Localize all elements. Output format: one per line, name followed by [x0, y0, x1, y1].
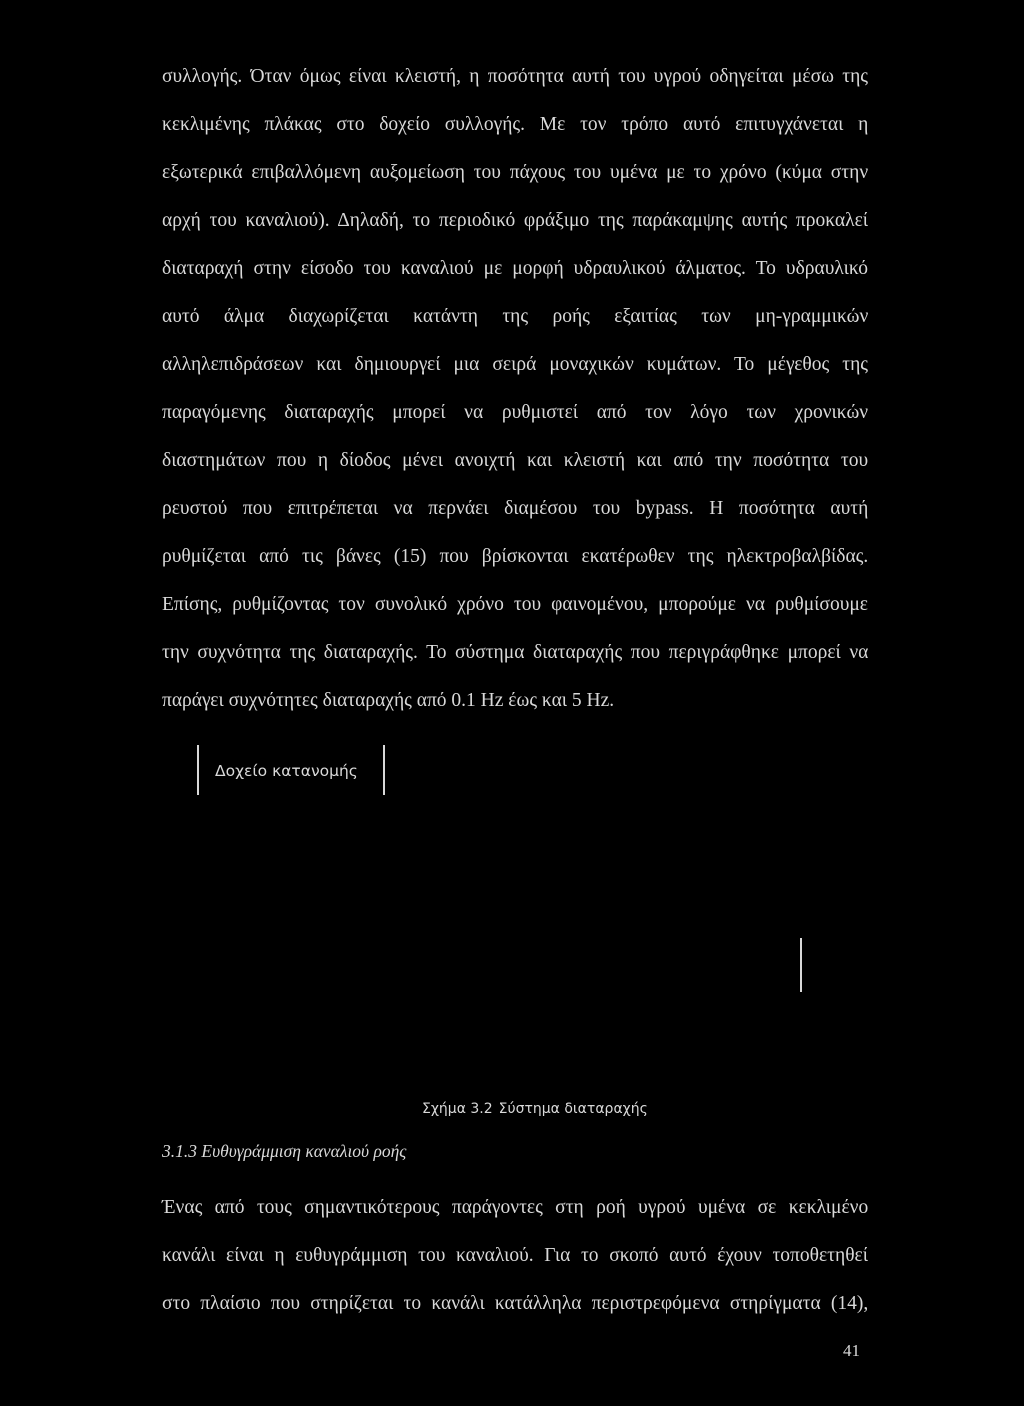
text-line: Επίσης, ρυθμίζοντας τον συνολικό χρόνο του φαινομένου, μπορούμε να ρυθμίσουμε	[162, 594, 868, 615]
text-line: ρευστού που επιτρέπεται να περνάει διαμέσου του bypass. Η ποσότητα αυτή	[162, 498, 869, 519]
figure-caption-text: Σύστημα διαταραχής	[498, 1101, 648, 1117]
text-line: στο πλαίσιο που στηρίζεται το κανάλι κατάλληλα περιστρεφόμενα στηρίγματα (14),	[162, 1293, 869, 1314]
diagram-line	[197, 745, 199, 795]
text-line: την συχνότητα της διαταραχής. Το σύστημα διαταραχής που περιγράφθηκε μπορεί να	[162, 642, 869, 663]
text-line: διαστημάτων που η δίοδος μένει ανοιχτή και κλειστή και από την ποσότητα του	[162, 450, 869, 471]
text-line: κανάλι είναι η ευθυγράμμιση του καναλιού. Για το σκοπό αυτό έχουν τοποθετηθεί	[162, 1245, 868, 1266]
text-line: ρυθμίζεται από τις βάνες (15) που βρίσκονται εκατέρωθεν της ηλεκτροβαλβίδας.	[162, 546, 869, 567]
text-line: αλληλεπιδράσεων και δημιουργεί μια σειρά μοναχικών κυμάτων. Το μέγεθος της	[162, 354, 868, 375]
text-line: αρχή του καναλιού). Δηλαδή, το περιοδικό φράξιμο της παράκαμψης αυτής προκαλεί	[162, 210, 868, 231]
text-line: Ένας από τους σημαντικότερους παράγοντες στη ροή υγρού υμένα σε κεκλιμένο	[162, 1197, 869, 1218]
text-line: διαταραχή στην είσοδο του καναλιού με μορφή υδραυλικού άλματος. Το υδραυλικό	[162, 258, 868, 279]
paragraph-2	[162, 1184, 868, 1328]
diagram-label: Δοχείο κατανομής	[215, 762, 358, 780]
figure-caption	[422, 1101, 648, 1118]
text-line: παραγόμενης διαταραχής μπορεί να ρυθμιστεί από τον λόγο των χρονικών	[162, 402, 869, 423]
text-line: εξωτερικά επιβαλλόμενη αυξομείωση του πάχους του υμένα με το χρόνο (κύμα στην	[162, 162, 869, 183]
figure-caption-number: Σχήμα 3.2	[422, 1101, 493, 1117]
text-line: συλλογής. Όταν όμως είναι κλειστή, η ποσότητα αυτή του υγρού οδηγείται μέσω της	[162, 66, 868, 87]
diagram-line	[800, 938, 802, 992]
text-line: αυτό άλμα διαχωρίζεται κατάντη της ροής εξαιτίας των μη-γραμμικών	[162, 306, 869, 327]
section-title: 3.1.3 Ευθυγράμμιση καναλιού ροής	[162, 1141, 407, 1161]
paragraph-1	[162, 53, 868, 725]
diagram-line	[383, 745, 385, 795]
page-number: 41	[843, 1341, 860, 1360]
text-line: κεκλιμένης πλάκας στο δοχείο συλλογής. Με τον τρόπο αυτό επιτυγχάνεται η	[162, 114, 869, 135]
text-line: παράγει συχνότητες διαταραχής από 0.1 Hz έως και 5 Hz.	[162, 690, 615, 711]
